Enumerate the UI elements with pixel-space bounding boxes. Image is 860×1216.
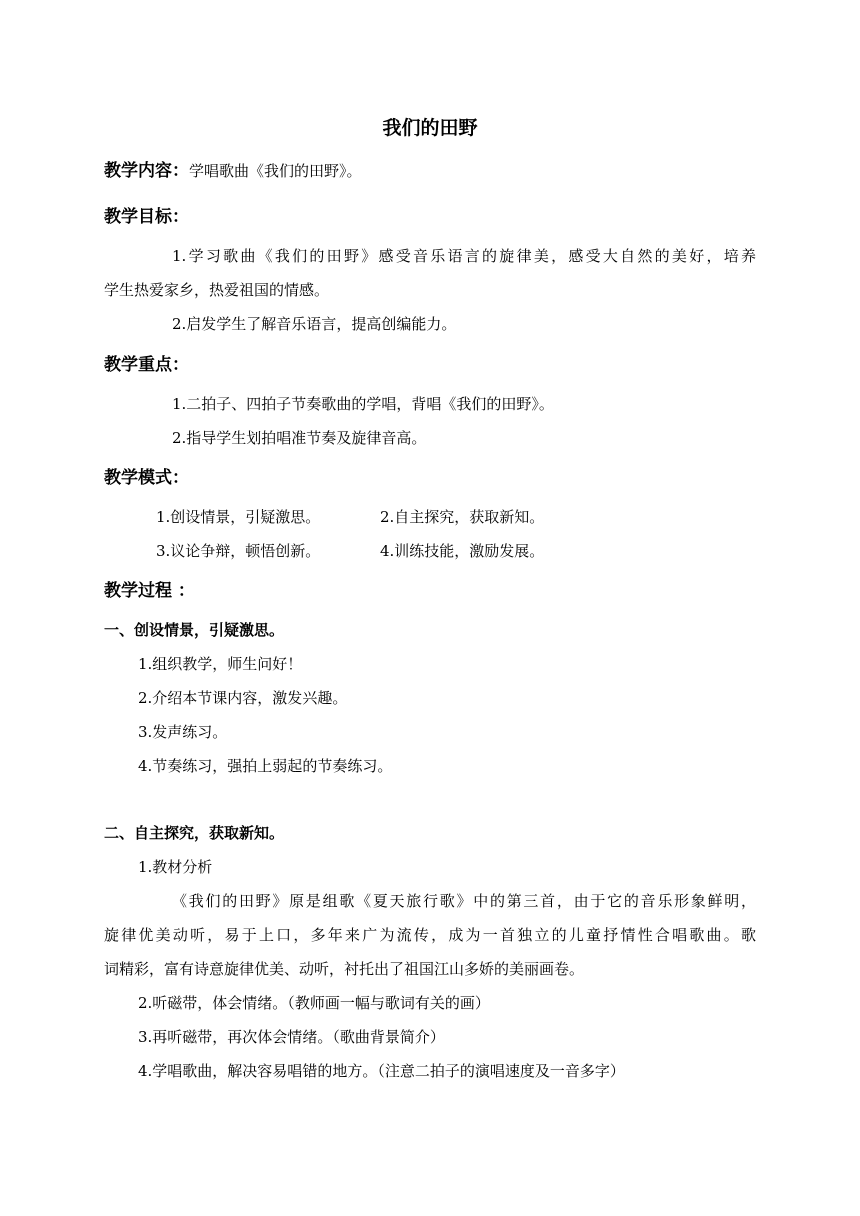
section-2-item-1: 1.教材分析 [138, 858, 213, 876]
objective-1-line-1: 1.学习歌曲《我们的田野》感受音乐语言的旋律美，感受大自然的美好，培养 [172, 247, 756, 265]
section-2-item-2: 2.听磁带，体会情绪。（教师画一幅与歌词有关的画） [138, 994, 490, 1012]
section-1-item-1: 1.组织教学，师生问好！ [138, 655, 303, 673]
teaching-content-text: 学唱歌曲《我们的田野》。 [189, 162, 362, 180]
section-1-heading: 一、创设情景，引疑激思。 [104, 621, 285, 639]
analysis-line-2: 旋律优美动听，易于上口，多年来广为流传，成为一首独立的儿童抒情性合唱歌曲。歌 [104, 926, 756, 944]
key-point-2: 2.指导学生划拍唱准节奏及旋律音高。 [172, 429, 427, 447]
analysis-line-1: 《我们的田野》原是组歌《夏天旅行歌》中的第三首，由于它的音乐形象鲜明， [172, 892, 756, 910]
objectives-heading: 教学目标： [104, 207, 189, 227]
mode-item-1: 1.创设情景，引疑激思。 [156, 508, 321, 526]
key-point-1: 1.二拍子、四拍子节奏歌曲的学唱，背唱《我们的田野》。 [172, 395, 554, 413]
objective-1-line-2: 学生热爱家乡，热爱祖国的情感。 [104, 281, 330, 299]
mode-heading: 教学模式： [104, 468, 189, 488]
section-1-item-3: 3.发声练习。 [138, 723, 228, 741]
mode-item-2: 2.自主探究，获取新知。 [380, 508, 545, 526]
objective-2: 2.启发学生了解音乐语言，提高创编能力。 [172, 315, 457, 333]
key-points-heading: 教学重点： [104, 355, 189, 375]
process-heading: 教学过程 ： [104, 581, 195, 601]
mode-item-4: 4.训练技能，激励发展。 [380, 542, 545, 560]
section-2-item-4: 4.学唱歌曲，解决容易唱错的地方。（注意二拍子的演唱速度及一音多字） [138, 1062, 625, 1080]
section-1-item-4: 4.节奏练习，强拍上弱起的节奏练习。 [138, 757, 393, 775]
teaching-content [104, 161, 362, 181]
document-title: 我们的田野 [382, 117, 478, 139]
section-2-heading: 二、自主探究，获取新知。 [104, 824, 285, 842]
analysis-line-3: 词精彩，富有诗意旋律优美、动听，衬托出了祖国江山多娇的美丽画卷。 [104, 960, 585, 978]
mode-item-3: 3.议论争辩，顿悟创新。 [156, 542, 321, 560]
section-2-item-3: 3.再听磁带，再次体会情绪。（歌曲背景简介） [138, 1028, 445, 1046]
section-1-item-2: 2.介绍本节课内容，激发兴趣。 [138, 689, 348, 707]
teaching-content-label: 教学内容： [104, 161, 189, 181]
